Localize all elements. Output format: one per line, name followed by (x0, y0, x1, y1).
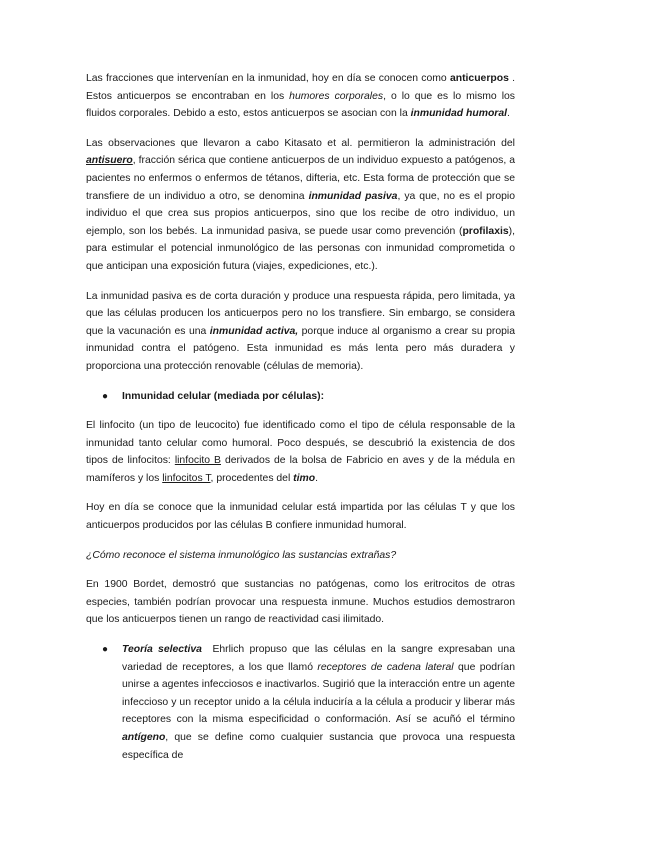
bullet-item-teoria-selectiva: ● Teoría selectiva Ehrlich propuso que las células en la sangre expresaban una variedad de receptores, a los que llamó receptores de cadena lateral que podrían unirse a agentes infecciosos e inactivarlos. Sugirió que la interacción entre un agente infeccioso y un receptor unido a la célula induciría a la célula a producir y liberar más receptores con la misma especificidad o conformación. Así se acuñó el término antígeno, que se define como cualquier sustancia que provoca una respuesta específica de (86, 641, 515, 764)
bullet-list-teorias (86, 641, 518, 764)
paragraph-bordet: En 1900 Bordet, demostró que sustancias no patógenas, como los eritrocitos de otras especies, también podrían provocar una respuesta inmune. Muchos estudios demostraron que los anticuerpos tienen un rango de reactividad casi ilimitado. (86, 579, 515, 626)
term-receptores-cadena-lateral: receptores de cadena lateral (317, 661, 454, 673)
bullet-icon: ● (102, 390, 109, 402)
term-timo: timo (293, 472, 316, 484)
term-humores-corporales: humores corporales (289, 90, 384, 102)
term-linfocito-b: linfocito B (174, 455, 221, 467)
paragraph-celulas-t-b: Hoy en día se conoce que la inmunidad celular está impartida por las células T y que los anticuerpos producidos por las células B confiere inmunidad humoral. (86, 502, 515, 532)
bullet-icon: ● (102, 644, 109, 656)
bullet-list-celular (86, 388, 515, 406)
paragraph-linfocitos: El linfocito (un tipo de leucocito) fue identificado como el tipo de célula responsable de la inmunidad tanto celular como humoral. Poco después, se descubrió la existencia de dos tipos de linfocitos: linfocito B derivados de la bolsa de Fabricio en aves y de la médula en mamíferos y los linfocitos T, procedentes del timo. (86, 420, 515, 484)
term-teoria-selectiva: Teoría selectiva (122, 644, 202, 656)
term-anticuerpos: anticuerpos (449, 73, 509, 84)
paragraph-anticuerpos: Las fracciones que intervenían en la inmunidad, hoy en día se conocen como anticuerpos . Estos anticuerpos se encontraban en los humores corporales, o lo que es lo mismo los fluidos corporales. Debido a esto, estos anticuerpos se asocian con la inmunidad humoral. (86, 73, 515, 120)
heading-inmunidad-celular: Inmunidad celular (mediada por células): (122, 390, 325, 402)
term-inmunidad-activa: inmunidad activa, (209, 325, 299, 337)
term-antigeno: antígeno (122, 732, 166, 743)
term-inmunidad-pasiva: inmunidad pasiva (308, 190, 398, 202)
question-heading: ¿Cómo reconoce el sistema inmunológico las sustancias extrañas? (86, 549, 397, 561)
term-linfocitos-t: linfocitos T (162, 472, 211, 484)
bullet-item-inmunidad-celular (86, 388, 515, 406)
term-profilaxis: profilaxis (462, 225, 509, 237)
paragraph-inmunidad-activa: La inmunidad pasiva es de corta duración y produce una respuesta rápida, pero limitada, ya que las células producen los anticuerpos pero no los transfiere. Sin embargo, se considera que la vacunación es una inmunidad activa, porque induce al organismo a crear su propia inmunidad contra el patógeno. Esta inmunidad es más lenta pero más duradera y proporciona una protección renovable (células de memoria). (86, 290, 515, 372)
term-antisuero: antisuero (86, 155, 133, 167)
paragraph-inmunidad-pasiva: Las observaciones que llevaron a cabo Kitasato et al. permitieron la administración del antisuero, fracción sérica que contiene anticuerpos de un individuo expuesto a patógenos, a pacientes no enfermos o enfermos de tétanos, difteria, etc. Esta forma de protección que se transfiere de un individuo a otro, se denomina inmunidad pasiva, ya que, no es el propio individuo el que crea sus propios anticuerpos, sino que los recibe de otro individuo, un ejemplo, son los bebés. La inmunidad pasiva, se puede usar como prevención (profilaxis), para estimular el potencial inmunológico de las personas con inmunidad comprometida o que anticipan una exposición futura (viajes, expediciones, etc.). (86, 137, 515, 272)
term-inmunidad-humoral: inmunidad humoral (410, 108, 508, 120)
